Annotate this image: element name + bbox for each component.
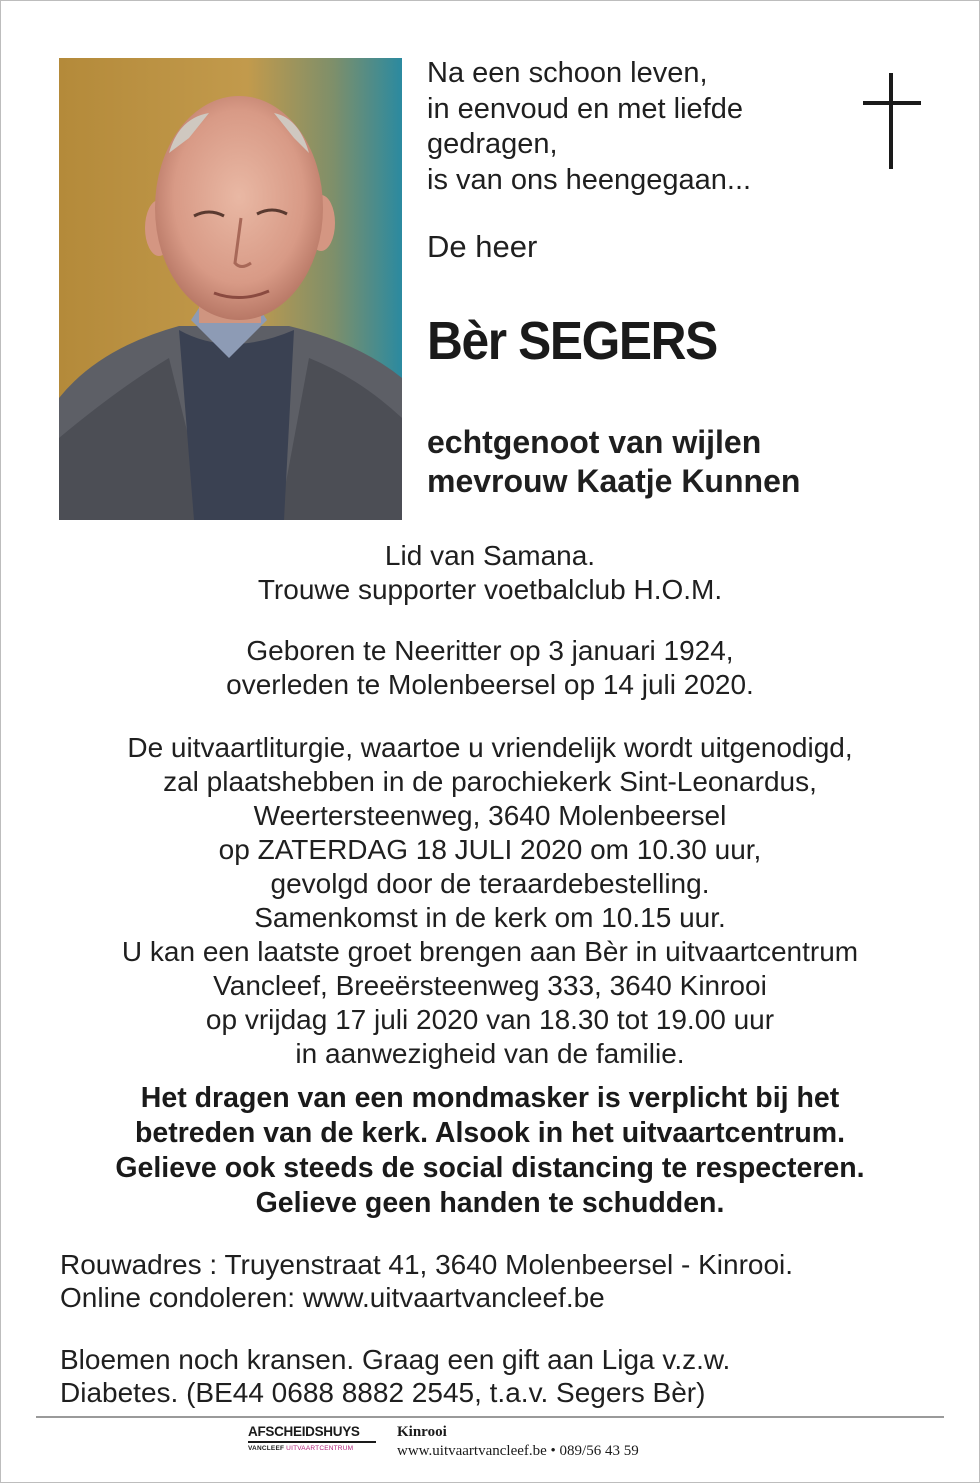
spouse-info: [427, 423, 800, 501]
footer-contact: [397, 1423, 639, 1461]
intro-line: in eenvoud en met liefde: [427, 92, 743, 125]
funeral-line: De uitvaartliturgie, waartoe u vriendelijk wordt uitgenodigd,: [127, 732, 853, 763]
membership-line: Trouwe supporter voetbalclub H.O.M.: [257, 574, 723, 605]
online-condolence: Online condoleren: www.uitvaartvancleef.be: [60, 1282, 605, 1313]
notice-line: Gelieve geen handen te schudden.: [255, 1187, 725, 1219]
deceased-name: Bèr SEGERS: [427, 311, 717, 371]
funeral-line: zal plaatshebben in de parochiekerk Sint-Leonardus,: [163, 766, 817, 797]
funeral-line: in aanwezigheid van de familie.: [295, 1038, 685, 1069]
membership-info: [0, 539, 980, 607]
notice-line: betreden van de kerk. Alsook in het uitvaartcentrum.: [134, 1117, 846, 1149]
condolence-info: [60, 1248, 793, 1314]
funeral-line: Vancleef, Breeërsteenweg 333, 3640 Kinrooi: [213, 970, 767, 1001]
gift-line: Bloemen noch kransen. Graag een gift aan Liga v.z.w.: [60, 1344, 731, 1375]
mourning-address: Rouwadres : Truyenstraat 41, 3640 Molenbeersel - Kinrooi.: [60, 1249, 794, 1280]
funeral-line: Weertersteenweg, 3640 Molenbeersel: [253, 800, 727, 831]
funeral-line: op ZATERDAG 18 JULI 2020 om 10.30 uur,: [218, 834, 762, 865]
logo-bar: [248, 1441, 376, 1443]
logo-subline-right: UITVAARTCENTRUM: [286, 1445, 354, 1452]
portrait-photo: [59, 58, 402, 520]
spouse-line: mevrouw Kaatje Kunnen: [427, 463, 801, 499]
funeral-line: op vrijdag 17 juli 2020 van 18.30 tot 19.00 uur: [205, 1004, 775, 1035]
funeral-home-logo: [248, 1424, 376, 1453]
funeral-line: U kan een laatste groet brengen aan Bèr in uitvaartcentrum: [121, 936, 859, 967]
death-line: overleden te Molenbeersel op 14 juli 2020.: [226, 669, 754, 700]
intro-line: is van ons heengegaan...: [427, 163, 752, 196]
notice-line: Gelieve ook steeds de social distancing te respecteren.: [115, 1152, 865, 1184]
membership-line: Lid van Samana.: [384, 540, 596, 571]
logo-wordmark: AFSCHEIDSHUYS: [248, 1424, 360, 1439]
birth-line: Geboren te Neeritter op 3 januari 1924,: [246, 635, 734, 666]
cross-icon: [863, 73, 921, 169]
footer-contact-line: www.uitvaartvancleef.be • 089/56 43 59: [397, 1443, 639, 1459]
notice-line: Het dragen van een mondmasker is verplicht bij het: [140, 1082, 840, 1114]
honorific: De heer: [427, 229, 538, 264]
intro-line: gedragen,: [427, 128, 558, 160]
logo-subline-left: VANCLEEF: [248, 1445, 285, 1452]
intro-verse: [427, 56, 847, 198]
birth-death-info: [0, 634, 980, 702]
funeral-info: [0, 731, 980, 1071]
footer-town: Kinrooi: [397, 1424, 447, 1440]
funeral-line: gevolgd door de teraardebestelling.: [270, 868, 710, 899]
gift-line: Diabetes. (BE44 0688 8882 2545, t.a.v. Segers Bèr): [60, 1377, 706, 1408]
gift-info: [60, 1343, 730, 1409]
covid-notice: [0, 1081, 980, 1221]
footer-divider: [36, 1416, 944, 1418]
funeral-line: Samenkomst in de kerk om 10.15 uur.: [254, 902, 726, 933]
intro-line: Na een schoon leven,: [427, 57, 708, 89]
spouse-line: echtgenoot van wijlen: [427, 424, 762, 460]
logo-subline: [248, 1444, 376, 1453]
